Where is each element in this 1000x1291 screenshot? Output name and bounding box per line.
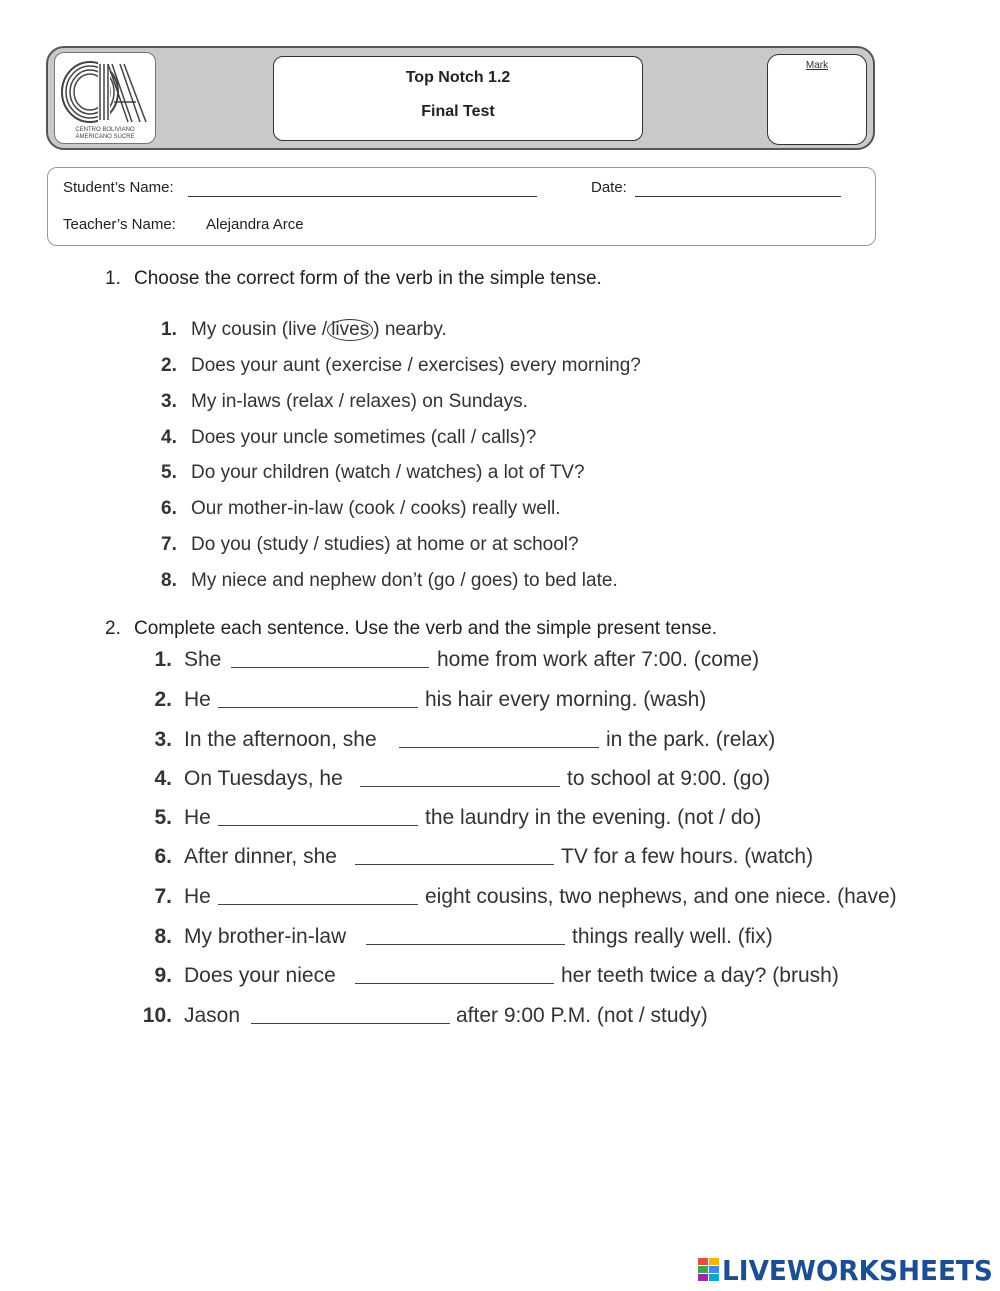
logo-caption: CENTRO BOLIVIANO AMERICANO SUCRE	[75, 127, 135, 140]
teacher-name-label: Teacher’s Name:	[63, 216, 176, 233]
list-item[interactable]: 8. My niece and nephew don’t (go / goes) to bed late.	[161, 570, 618, 591]
list-item[interactable]: 3. My in-laws (relax / relaxes) on Sundays.	[161, 391, 528, 412]
section1-number: 1.	[105, 268, 121, 289]
answer-blank[interactable]	[231, 667, 429, 668]
list-item: 7. He eight cousins, two nephews, and one niece. (have)	[154, 885, 897, 908]
school-logo	[54, 52, 156, 144]
list-item[interactable]: 7. Do you (study / studies) at home or at school?	[161, 534, 579, 555]
course-title: Top Notch 1.2	[405, 69, 511, 86]
mark-box[interactable]	[767, 54, 867, 145]
answer-blank[interactable]	[360, 786, 560, 787]
list-item[interactable]: 6. Our mother-in-law (cook / cooks) really well.	[161, 498, 561, 519]
list-item: 4. On Tuesdays, he to school at 9:00. (go)	[154, 767, 771, 790]
answer-blank[interactable]	[355, 983, 554, 984]
list-item[interactable]: 2. Does your aunt (exercise / exercises) every morning?	[161, 355, 641, 376]
liveworksheets-logo-icon	[698, 1258, 720, 1282]
teacher-name-value: Alejandra Arce	[206, 216, 304, 233]
cba-logo-icon	[58, 56, 152, 128]
list-item[interactable]: 4. Does your uncle sometimes (call / calls)?	[161, 427, 537, 448]
answer-blank[interactable]	[251, 1023, 450, 1024]
date-label: Date:	[591, 179, 627, 196]
student-name-field[interactable]	[188, 196, 537, 197]
list-item: 1. My cousin (live / lives ) nearby.	[161, 319, 447, 340]
date-field[interactable]	[635, 196, 841, 197]
list-item: 6. After dinner, she TV for a few hours. (watch)	[154, 845, 814, 868]
section2-instruction: Complete each sentence. Use the verb and the simple present tense.	[134, 618, 718, 639]
list-item: 8. My brother-in-law things really well. (fix)	[154, 925, 773, 948]
list-item: 9. Does your niece her teeth twice a day? (brush)	[154, 964, 839, 987]
list-item: 10. Jason after 9:00 P.M. (not / study)	[142, 1004, 708, 1027]
student-name-label: Student’s Name:	[63, 179, 174, 196]
list-item: 5. He the laundry in the evening. (not / do)	[154, 806, 762, 829]
section1-heading	[105, 268, 602, 290]
answer-blank[interactable]	[399, 747, 599, 748]
answer-blank[interactable]	[218, 707, 418, 708]
section2-number: 2.	[105, 618, 121, 639]
list-item: 3. In the afternoon, she in the park. (relax)	[154, 728, 776, 751]
answer-blank[interactable]	[218, 825, 418, 826]
answer-blank[interactable]	[218, 904, 418, 905]
section2-heading	[105, 618, 717, 640]
test-title: Final Test	[421, 103, 495, 120]
answer-blank[interactable]	[355, 864, 554, 865]
answer-blank[interactable]	[366, 944, 565, 945]
list-item[interactable]: 5. Do your children (watch / watches) a lot of TV?	[161, 462, 585, 483]
list-item: 2. He his hair every morning. (wash)	[154, 688, 707, 711]
mark-label: Mark	[805, 60, 829, 71]
title-box	[273, 56, 643, 141]
section1-instruction: Choose the correct form of the verb in the simple tense.	[134, 268, 602, 289]
circled-answer[interactable]: lives	[327, 319, 373, 341]
brand-text: LIVEWORKSHEETS	[722, 1254, 993, 1287]
list-item: 1. She home from work after 7:00. (come)	[154, 648, 760, 671]
